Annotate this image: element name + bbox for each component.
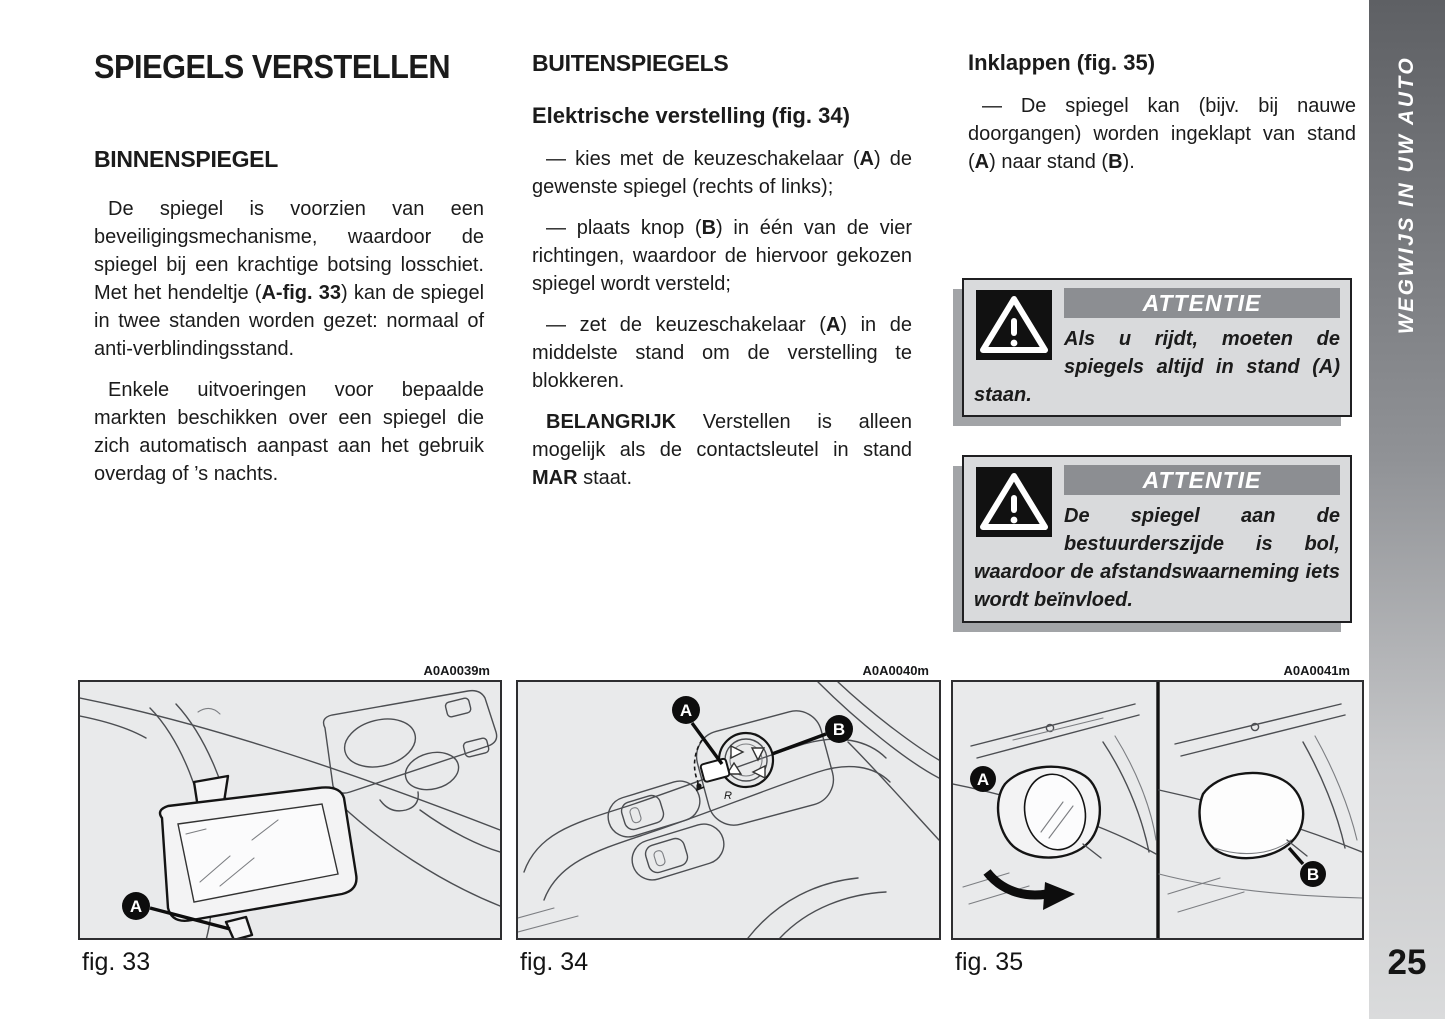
knob-r-mark: R xyxy=(724,790,732,802)
figure-33-box xyxy=(78,680,502,940)
warning-header: ATTENTIE xyxy=(1064,288,1340,318)
list-item: — plaats knop (B) in één van de vier richtingen, waardoor de hiervoor gekozen spiegel wordt versteld; xyxy=(532,217,912,295)
paragraph: — De spiegel kan (bijv. bij nauwe doorgangen) worden ingeklapt van stand (A) naar stand (B). xyxy=(968,95,1356,173)
folding-mirror-drawing xyxy=(953,682,1362,938)
column-buitenspiegels xyxy=(532,50,912,505)
subheading-inklappen: Inklappen (fig. 35) xyxy=(968,50,1156,75)
paragraph: Enkele uitvoeringen voor bepaalde markten beschikken over een spiegel die zich automatisch aanpast aan het gebruik overdag of ’s nachts. xyxy=(94,379,484,485)
list-item: — kies met de keuzeschakelaar (A) de gewenste spiegel (rechts of links); xyxy=(532,148,912,198)
warning-box xyxy=(962,455,1352,623)
warning-box xyxy=(962,278,1352,417)
column-inklappen xyxy=(968,50,1356,189)
callout-b-label: B xyxy=(1306,865,1320,884)
figure-caption: fig. 34 xyxy=(520,948,589,976)
heading-binnenspiegel: BINNENSPIEGEL xyxy=(94,146,278,172)
warning-text: De spiegel aan de bestuurderszijde is bol, waardoor de afstandswaarneming iets wordt beïnvloed. xyxy=(974,505,1340,611)
figure-34-box xyxy=(516,680,941,940)
callout-a-label: A xyxy=(679,701,693,720)
warning-header: ATTENTIE xyxy=(1064,465,1340,495)
callout-a-label: A xyxy=(976,770,990,789)
interior-mirror-drawing xyxy=(80,682,500,938)
figure-caption: fig. 33 xyxy=(82,948,151,976)
paragraph: De spiegel is voorzien van een beveiligingsmechanisme, waardoor de spiegel bij een krachtige botsing losschiet. Met het hendeltje (A-fig. 33) kan de spiegel in twee standen worden gezet: normaal of anti-verblindingsstand. xyxy=(94,198,485,360)
figure-35-box xyxy=(951,680,1364,940)
important-note: BELANGRIJK Verstellen is alleen mogelijk als de contactsleutel in stand MAR staat. xyxy=(532,411,912,489)
figure-code: A0A0040m xyxy=(862,663,929,678)
heading-buitenspiegels: BUITENSPIEGELS xyxy=(532,50,729,76)
warning-icon xyxy=(976,290,1052,360)
figure-code: A0A0039m xyxy=(423,663,490,678)
warning-text: Als u rijdt, moeten de spiegels altijd in stand (A) staan. xyxy=(974,328,1340,406)
figure-35 xyxy=(951,663,1364,977)
chapter-sidebar xyxy=(1369,0,1445,1019)
chapter-title: WEGWIJS IN UW AUTO xyxy=(1395,55,1418,335)
figure-34 xyxy=(516,663,941,977)
warning-icon xyxy=(976,467,1052,537)
subheading-elektrische-verstelling: Elektrische verstelling (fig. 34) xyxy=(532,103,850,128)
page-title: SPIEGELS VERSTELLEN xyxy=(94,48,451,85)
figure-33 xyxy=(78,663,502,977)
callout-a-label: A xyxy=(129,897,143,916)
callout-b-label: B xyxy=(832,720,846,739)
page-number: 25 xyxy=(1387,943,1427,982)
figure-caption: fig. 35 xyxy=(955,948,1024,976)
list-item: — zet de keuzeschakelaar (A) in de middelste stand om de verstelling te blokkeren. xyxy=(532,314,912,392)
column-binnenspiegel xyxy=(94,146,484,501)
door-switch-panel-drawing xyxy=(518,682,939,938)
figure-code: A0A0041m xyxy=(1283,663,1350,678)
